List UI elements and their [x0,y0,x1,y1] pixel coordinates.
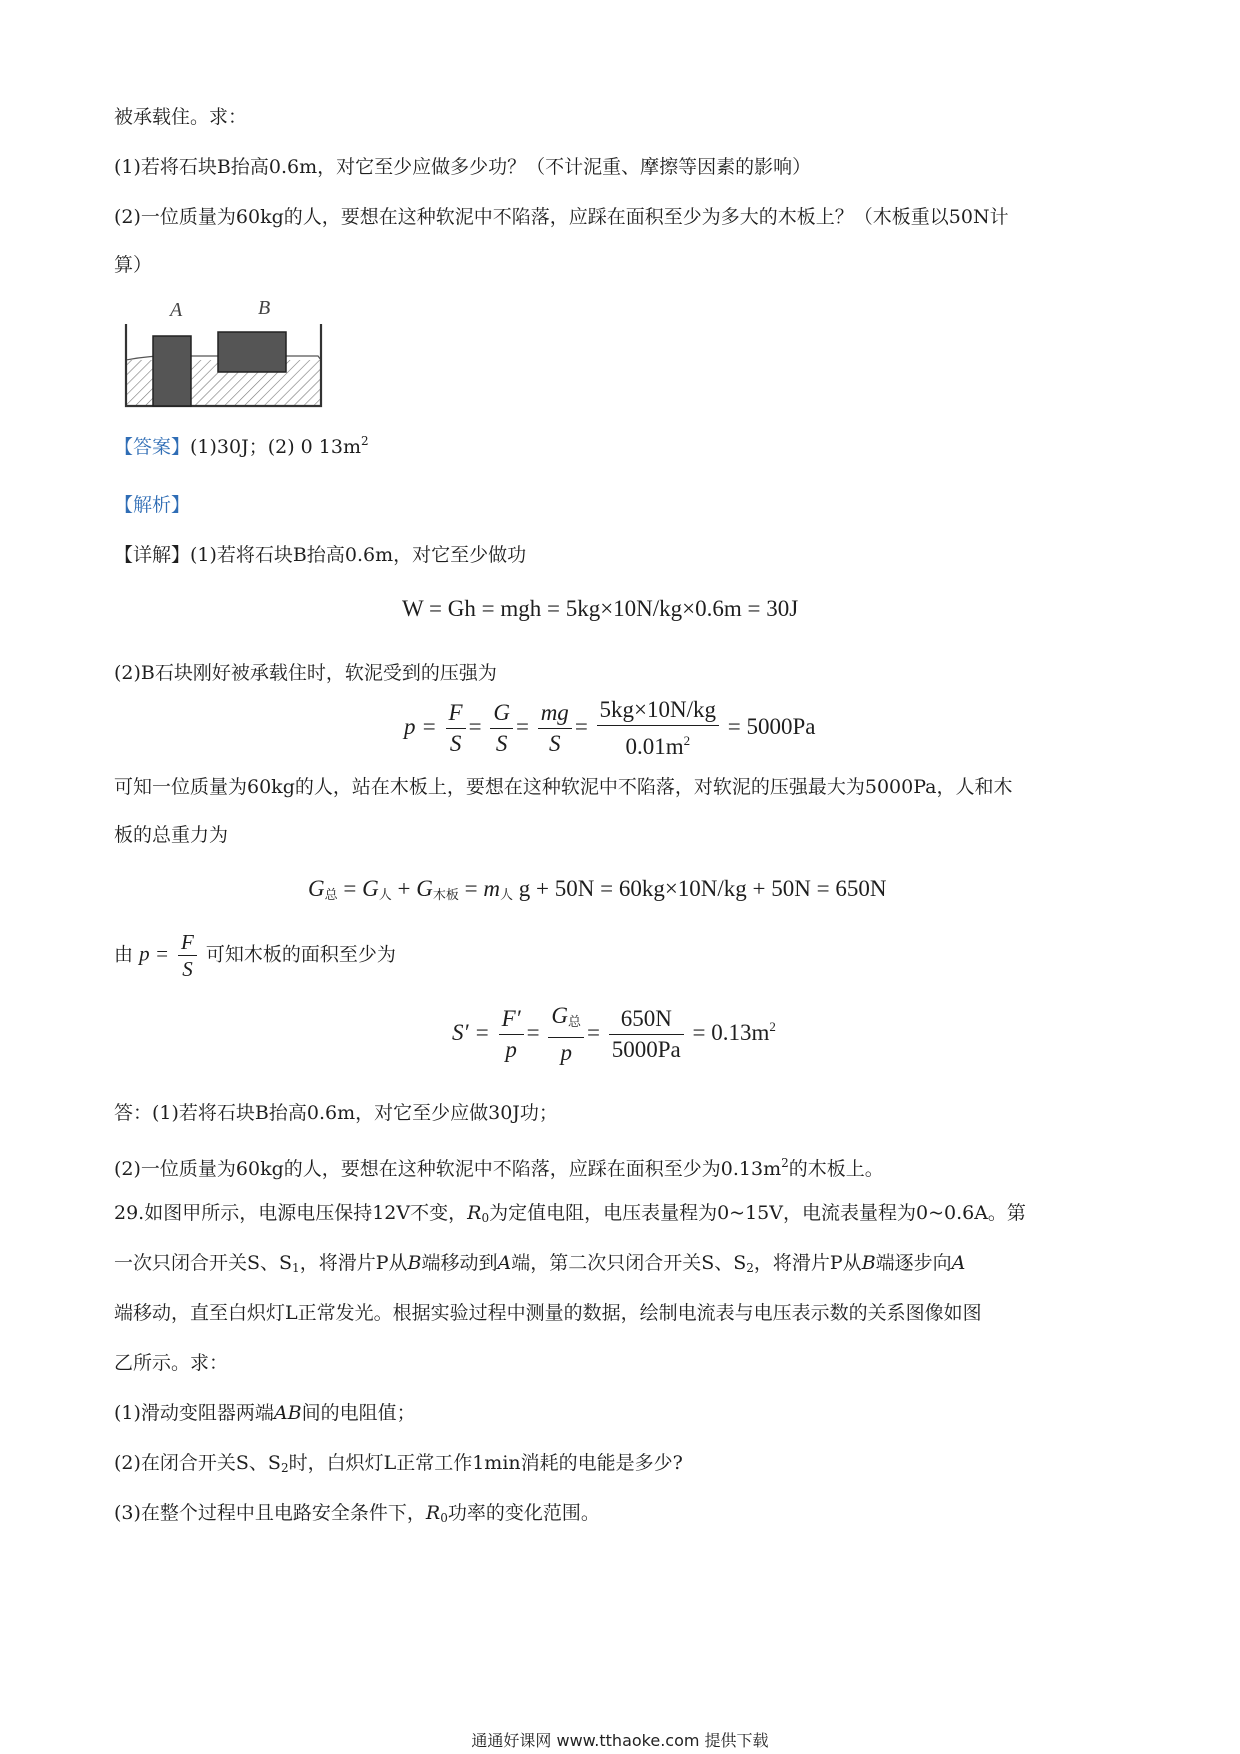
answer-sup: 2 [361,434,369,448]
eq2-frac1: $\frac{F}{S}$ [446,699,466,758]
detail-s2: (2)B石块刚好被承载住时，软泥受到的压强为 [114,662,497,684]
q29-line1: 29.如图甲所示，电源电压保持12V不变，R0为定值电阻，电压表量程为0~15V，电流表量程为0~0.6A。第 [114,1202,1026,1225]
q29-sub1: (1)滑动变阻器两端AB间的电阻值； [114,1402,416,1424]
q28-part1: (1)若将石块B抬高0.6m，对它至少应做多少功？（不计泥重、摩擦等因素的影响） [114,156,812,178]
detail-s1: (1)若将石块B抬高0.6m，对它至少做功 [190,544,527,566]
eq2-frac4: $\frac{5kg\times 10N/kg}{0.01m^2}$ [597,696,719,761]
detail-line1 [114,542,526,568]
answer-text: (1)30J；(2) 0 13m [190,436,361,458]
detail-s4: 由 p = $\frac{F}{S}$ 可知木板的面积至少为 [114,930,396,981]
eq4-frac1: $\frac{F'}{p}$ [499,1005,524,1064]
fig-label-b: B [258,297,271,319]
detail-s3-line2: 板的总重力为 [114,824,229,846]
eq2-frac2: $\frac{G}{S}$ [490,699,513,758]
page-footer: 通通好课网 www.tthaoke.com 提供下载 [471,1731,769,1750]
eq3-rest: g + 50N = 60kg×10N/kg + 50N = 650N [518,876,887,901]
mud-blocks-figure [118,294,328,412]
q29-line3: 端移动，直至白炽灯L正常发光。根据实验过程中测量的数据，绘制电流表与电压表示数的关系图像如图 [114,1302,982,1324]
eq4-frac3: $\frac{650N}{5000Pa}$ [609,1005,684,1064]
q28-part2-line2: 算） [114,254,153,276]
answer-line [114,428,369,460]
detail-tag: 【详解】 [114,544,191,566]
eq2-lhs: p = [404,713,437,739]
conclusion-line1: 答：(1)若将石块B抬高0.6m，对它至少应做30J功； [114,1102,558,1124]
intro-line: 被承载住。求： [114,106,248,128]
q28-part2-line1: (2)一位质量为60kg的人，要想在这种软泥中不陷落，应踩在面积至少为多大的木板上？（木板重以50N计 [114,206,1009,228]
answer-tag: 【答案】 [114,436,191,458]
detail-s3-line1: 可知一位质量为60kg的人，站在木板上，要想在这种软泥中不陷落，对软泥的压强最大为5000Pa，人和木 [114,776,1013,798]
fig-label-a: A [170,299,183,321]
conclusion-line2: (2)一位质量为60kg的人，要想在这种软泥中不陷落，应踩在面积至少为$0.13m^2$的木板上。 [114,1156,884,1180]
eq2-rhs: = 5000Pa [727,713,816,739]
equation-total-weight: $G_总 = G_人 + G_{木板} = m_人$ g + 50N = 60kg×10N/kg + 50N = 650N [308,876,887,902]
equation-work: W = Gh = mgh = 5kg×10N/kg×0.6m = 30J [402,596,799,621]
q29-sub3: (3)在整个过程中且电路安全条件下，R0功率的变化范围。 [114,1502,600,1525]
eq2-frac3: $\frac{mg}{S}$ [538,699,572,758]
analysis-tag: 【解析】 [114,494,191,516]
equation-pressure: p = $\frac{F}{S}$ = $\frac{G}{S}$ = $\frac{mg}{S}$ = $\frac{5kg\times 10N/kg}{0.01m^2}$ = 5000Pa [404,697,816,759]
eq4-frac2: $\frac{G_总}{p}$ [548,1002,584,1067]
q29-line2: 一次只闭合开关S、S1，将滑片P从B端移动到A端，第二次只闭合开关S、S2，将滑片P从B端逐步向A [114,1252,966,1275]
q29-sub2: (2)在闭合开关S、S2时，白炽灯L正常工作1min消耗的电能是多少? [114,1452,683,1475]
equation-area: S′ = $\frac{F'}{p}$ = $\frac{G_总}{p}$ = $\frac{650N}{5000Pa}$ = $0.13m^2$ [452,1003,776,1065]
q29-line4: 乙所示。求： [114,1352,229,1374]
